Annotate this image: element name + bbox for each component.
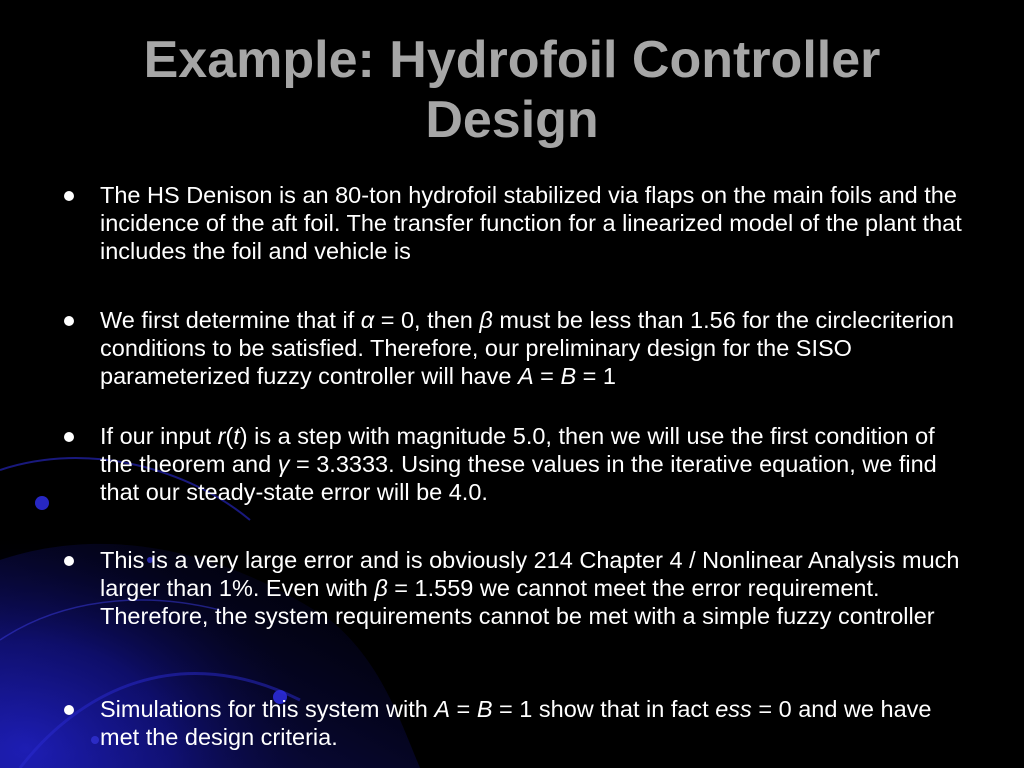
slide-title: Example: Hydrofoil Controller Design: [143, 31, 881, 149]
bullet-dot-icon: [64, 316, 74, 326]
bullet-dot-icon: [64, 432, 74, 442]
bullet-dot-icon: [64, 705, 74, 715]
bullet-text: If our input r(t) is a step with magnitude 5.0, then we will use the first condition of the theorem and γ = 3.3333. Using these values in the iterative equation, we find that our steady-state error will be 4.0.: [100, 423, 937, 505]
bullet-text: This is a very large error and is obviously 214 Chapter 4 / Nonlinear Analysis much larger than 1%. Even with β = 1.559 we cannot meet the error requirement. Therefore, the system requirements cannot be met with a simple fuzzy controller: [100, 547, 960, 629]
bullet-dot-icon: [64, 556, 74, 566]
bullet-text: We first determine that if α = 0, then β must be less than 1.56 for the circlecriterion conditions to be satisfied. Therefore, our preliminary design for the SISO parameterized fuzzy controller will have A = B = 1: [100, 307, 954, 389]
bullet-text: Simulations for this system with A = B = 1 show that in fact ess = 0 and we have met the design criteria.: [100, 696, 932, 750]
bullet-text: The HS Denison is an 80-ton hydrofoil stabilized via flaps on the main foils and the incidence of the aft foil. The transfer function for a linearized model of the plant that includes the foil and vehicle is: [100, 182, 962, 264]
bullet-dot-icon: [64, 191, 74, 201]
